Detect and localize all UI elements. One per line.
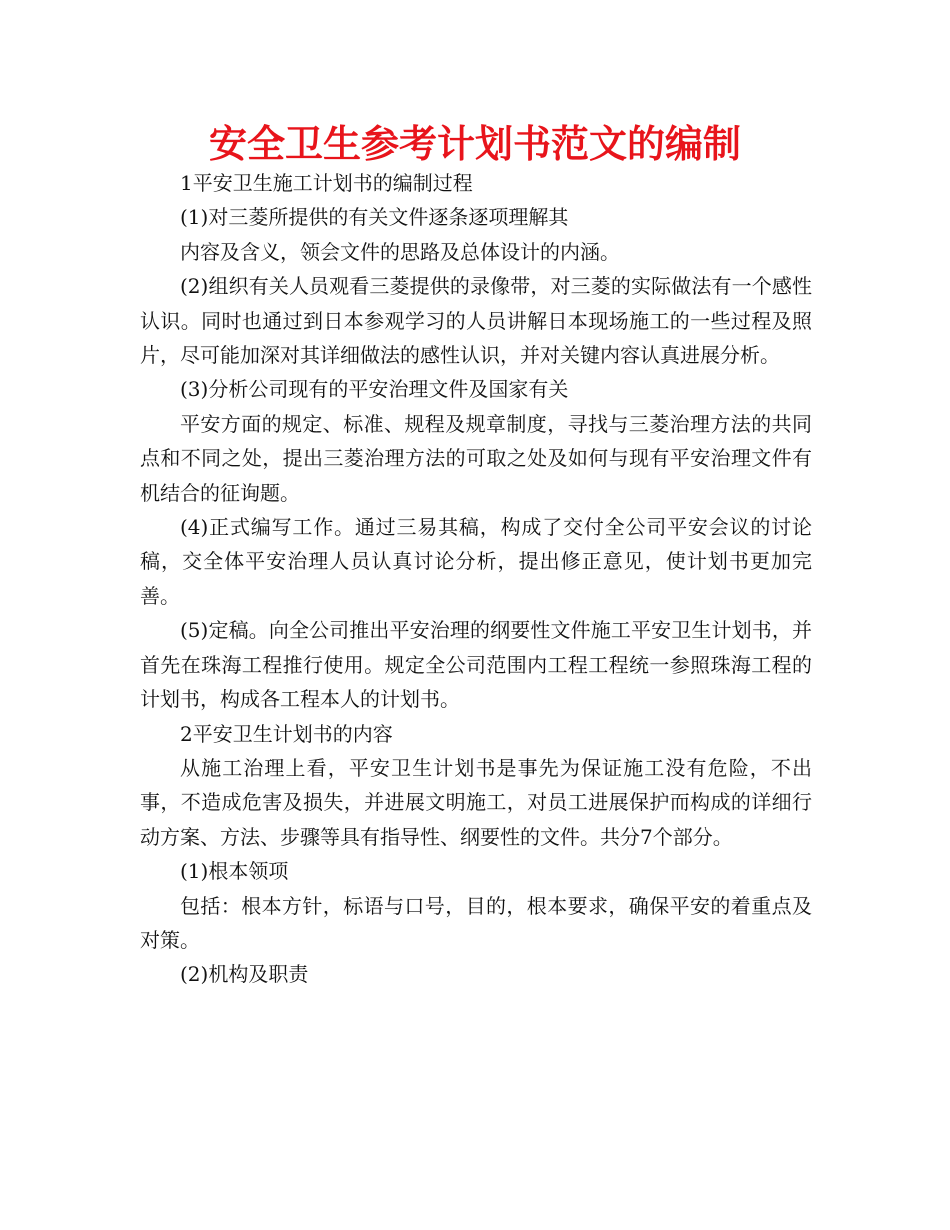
paragraph: (4)正式编写工作。通过三易其稿，构成了交付全公司平安会议的讨论稿，交全体平安治理人员认真讨论分析，提出修正意见，使计划书更加完善。 xyxy=(140,515,812,608)
paragraph: 2平安卫生计划书的内容 xyxy=(180,721,393,746)
paragraph: (2)机构及职责 xyxy=(180,962,309,987)
paragraph: 平安方面的规定、标准、规程及规章制度，寻找与三菱治理方法的共同点和不同之处，提出三菱治理方法的可取之处及如何与现有平安治理文件有机结合的征询题。 xyxy=(140,411,812,505)
paragraph: (5)定稿。向全公司推出平安治理的纲要性文件施工平安卫生计划书，并首先在珠海工程推行使用。规定全公司范围内工程工程统一参照珠海工程的计划书，构成各工程本人的计划书。 xyxy=(140,618,812,712)
paragraph: 内容及含义，领会文件的思路及总体设计的内涵。 xyxy=(180,239,620,264)
paragraph: 包括：根本方针，标语与口号，目的，根本要求，确保平安的着重点及对策。 xyxy=(140,893,812,952)
document-body xyxy=(140,166,812,992)
paragraph: (1)根本领项 xyxy=(180,859,289,884)
paragraph: 从施工治理上看，平安卫生计划书是事先为保证施工没有危险，不出事，不造成危害及损失，并进展文明施工，对员工进展保护而构成的详细行动方案、方法、步骤等具有指导性、纲要性的文件。共分7个部分。 xyxy=(140,755,812,849)
paragraph: (1)对三菱所提供的有关文件逐条逐项理解其 xyxy=(180,205,569,230)
paragraph: 1平安卫生施工计划书的编制过程 xyxy=(180,171,473,195)
paragraph: (3)分析公司现有的平安治理文件及国家有关 xyxy=(180,377,569,402)
paragraph: (2)组织有关人员观看三菱提供的录像带，对三菱的实际做法有一个感性认识。同时也通过到日本参观学习的人员讲解日本现场施工的一些过程及照片，尽可能加深对其详细做法的感性认识，并对关键内容认真进展分析。 xyxy=(140,274,812,368)
document-title: 安全卫生参考计划书范文的编制 xyxy=(208,122,741,166)
